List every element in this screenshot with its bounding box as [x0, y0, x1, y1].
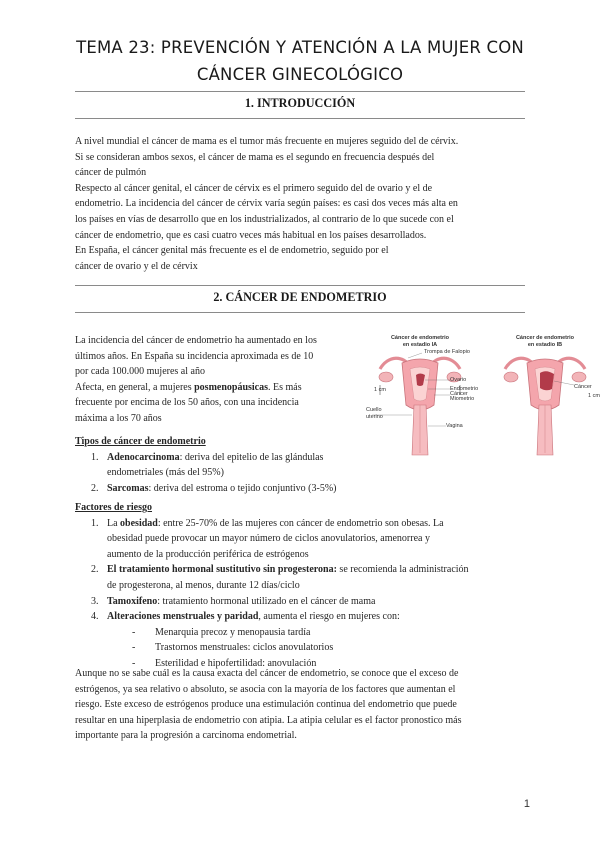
label-scale: 1 cm [374, 387, 386, 393]
title-line-2: CÁNCER GINECOLÓGICO [196, 65, 404, 84]
figure-caption-left: en estadio IA [402, 342, 438, 348]
figure-caption-left: Cáncer de endometrio [390, 335, 450, 341]
types-section [75, 434, 530, 496]
text-span: Afecta, en general, a mujeres [75, 381, 195, 393]
text-line: A nivel mundial el cáncer de mama es el tumor más frecuente en mujeres seguido del de cérvix. [75, 136, 459, 147]
figure-caption-right: Cáncer de endometrio [515, 335, 575, 341]
text-span: , aumenta el riesgo en mujeres con: [258, 611, 400, 623]
text-line: últimos años. En España su incidencia aproximada es de 10 [75, 350, 314, 362]
text-span: se recomienda la administración [336, 564, 469, 576]
label-vagina: Vagina [446, 423, 463, 429]
text-line: riesgo. Este exceso de estrógenos produce una estimulación continua del endometrio que puede [75, 699, 457, 711]
list-item [75, 481, 530, 497]
text-line [75, 380, 365, 396]
dash-bullet: - [132, 657, 136, 669]
text-line: En España, el cáncer genital más frecuente es el de endometrio, seguido por el [75, 245, 389, 257]
divider [75, 91, 525, 92]
bold-term: obesidad [120, 517, 158, 529]
risk-section [75, 500, 530, 672]
list-item [75, 562, 530, 593]
intro-paragraph [75, 134, 530, 274]
label-cancer: Cáncer [450, 391, 468, 397]
text-span: : entre 25-70% de las mujeres con cáncer de endometrio son obesas. La [157, 517, 444, 529]
label-cuello: uterino [366, 414, 383, 420]
list-number: 2. [91, 564, 99, 576]
text-span: Menarquia precoz y menopausia tardía [155, 626, 311, 638]
text-span: de progesterona, al menos, durante 12 días/ciclo [107, 579, 300, 591]
closing-paragraph [75, 666, 530, 744]
text-span: aumento de la producción periférica de estrógenos [107, 548, 309, 560]
bold-term: El tratamiento hormonal sustitutivo sin progesterona: [107, 564, 337, 576]
text-line: estrógenos, ya sea relativo o absoluto, se asocia con la mayoría de los factores que aumentan el [75, 683, 456, 695]
list-item [75, 609, 530, 625]
bold-term: Alteraciones menstruales y paridad [107, 611, 259, 623]
text-line: por cada 100.000 mujeres al año [75, 366, 205, 378]
label-scale: 1 cm [588, 393, 600, 399]
section-heading-endometrio: 2. CÁNCER DE ENDOMETRIO [213, 290, 387, 304]
dash-bullet: - [132, 626, 136, 638]
label-cancer-right: Cáncer [574, 384, 592, 390]
label-trompa: Trompa de Falopio [424, 349, 470, 355]
text-line: cáncer de pulmón [75, 167, 147, 179]
page-title [60, 34, 540, 88]
text-line: Si se consideran ambos sexos, el cáncer de mama es el segundo en frecuencia después del [75, 151, 435, 163]
list-item [75, 594, 530, 610]
text-span: : deriva del estroma o tejido conjuntivo (3-5%) [148, 482, 337, 494]
text-span: endometriales (más del 95%) [107, 467, 224, 479]
page-number: 1 [523, 798, 530, 810]
text-line: resultar en una hiperplasia de endometrio con atipia. La atipia celular es el factor pronostico más [75, 714, 462, 726]
text-span: . Es más [268, 381, 302, 393]
divider [75, 118, 525, 119]
list-number: 3. [91, 595, 99, 607]
text-line: cáncer de ovario y el de cérvix [75, 260, 198, 272]
text-line: máxima a los 70 años [75, 412, 162, 424]
list-item [75, 450, 530, 481]
text-line: Aunque no se sabe cuál es la causa exacta del cáncer de endometrio, se conoce que el exceso de [75, 668, 459, 679]
text-line: cáncer de endometrio, que es casi cuatro veces más habitual en los países desarrollados. [75, 229, 427, 241]
subheading-factores: Factores de riesgo [75, 502, 153, 513]
section-heading-introduccion: 1. INTRODUCCIÓN [244, 96, 356, 110]
bold-term: Adenocarcinoma [107, 451, 180, 463]
dash-item [75, 625, 530, 641]
text-span: : tratamiento hormonal utilizado en el cáncer de mama [157, 595, 376, 607]
figure-caption-right: en estadio IB [527, 342, 563, 348]
bold-term: Tamoxifeno [107, 595, 158, 607]
list-number: 1. [91, 451, 99, 463]
text-line: los países en vías de desarrollo que en los industrializados, al contrario de lo que sucede con el [75, 213, 454, 225]
text-span: Esterilidad e hipofertilidad: anovulación [155, 657, 317, 669]
bold-term: posmenopáusicas [194, 381, 269, 393]
text-line: La incidencia del cáncer de endometrio ha aumentado en los [75, 335, 317, 346]
text-span: obesidad puede provocar un mayor número de ciclos anovulatorios, amenorrea y [107, 533, 430, 545]
bold-term: Sarcomas [107, 482, 149, 494]
title-line-1: TEMA 23: PREVENCIÓN Y ATENCIÓN A LA MUJER CON [76, 38, 524, 57]
subheading-tipos: Tipos de cáncer de endometrio [75, 436, 206, 447]
dash-item [75, 640, 530, 656]
label-ovario: Ovario [450, 377, 467, 383]
list-item [75, 516, 530, 563]
divider [75, 285, 525, 286]
text-line: Respecto al cáncer genital, el cáncer de cérvix es el primero seguido del de ovario y el de [75, 182, 433, 194]
divider [75, 312, 525, 313]
text-span: : deriva del epitelio de las glándulas [179, 451, 324, 463]
list-number: 4. [91, 611, 99, 623]
dash-bullet: - [132, 642, 136, 654]
risk-list [75, 516, 530, 625]
label-miometrio: Miometrio [450, 396, 475, 402]
text-line: endometrio. La incidencia del cáncer de cérvix varía según países: es casi dos veces más alta en [75, 198, 458, 210]
types-list [75, 450, 530, 497]
text-line: importante para la progresión a carcinoma endometrial. [75, 730, 297, 742]
text-line: frecuente por encima de los 50 años, con una incidencia [75, 397, 299, 409]
list-number: 1. [91, 517, 99, 529]
text-span: Trastornos menstruales: ciclos anovulatorios [155, 642, 334, 654]
list-number: 2. [91, 482, 99, 494]
endometrio-intro [75, 333, 365, 427]
label-endometrio: Endometrio [450, 386, 479, 392]
text-span: La [107, 517, 121, 529]
label-cuello: Cuello [366, 407, 382, 413]
